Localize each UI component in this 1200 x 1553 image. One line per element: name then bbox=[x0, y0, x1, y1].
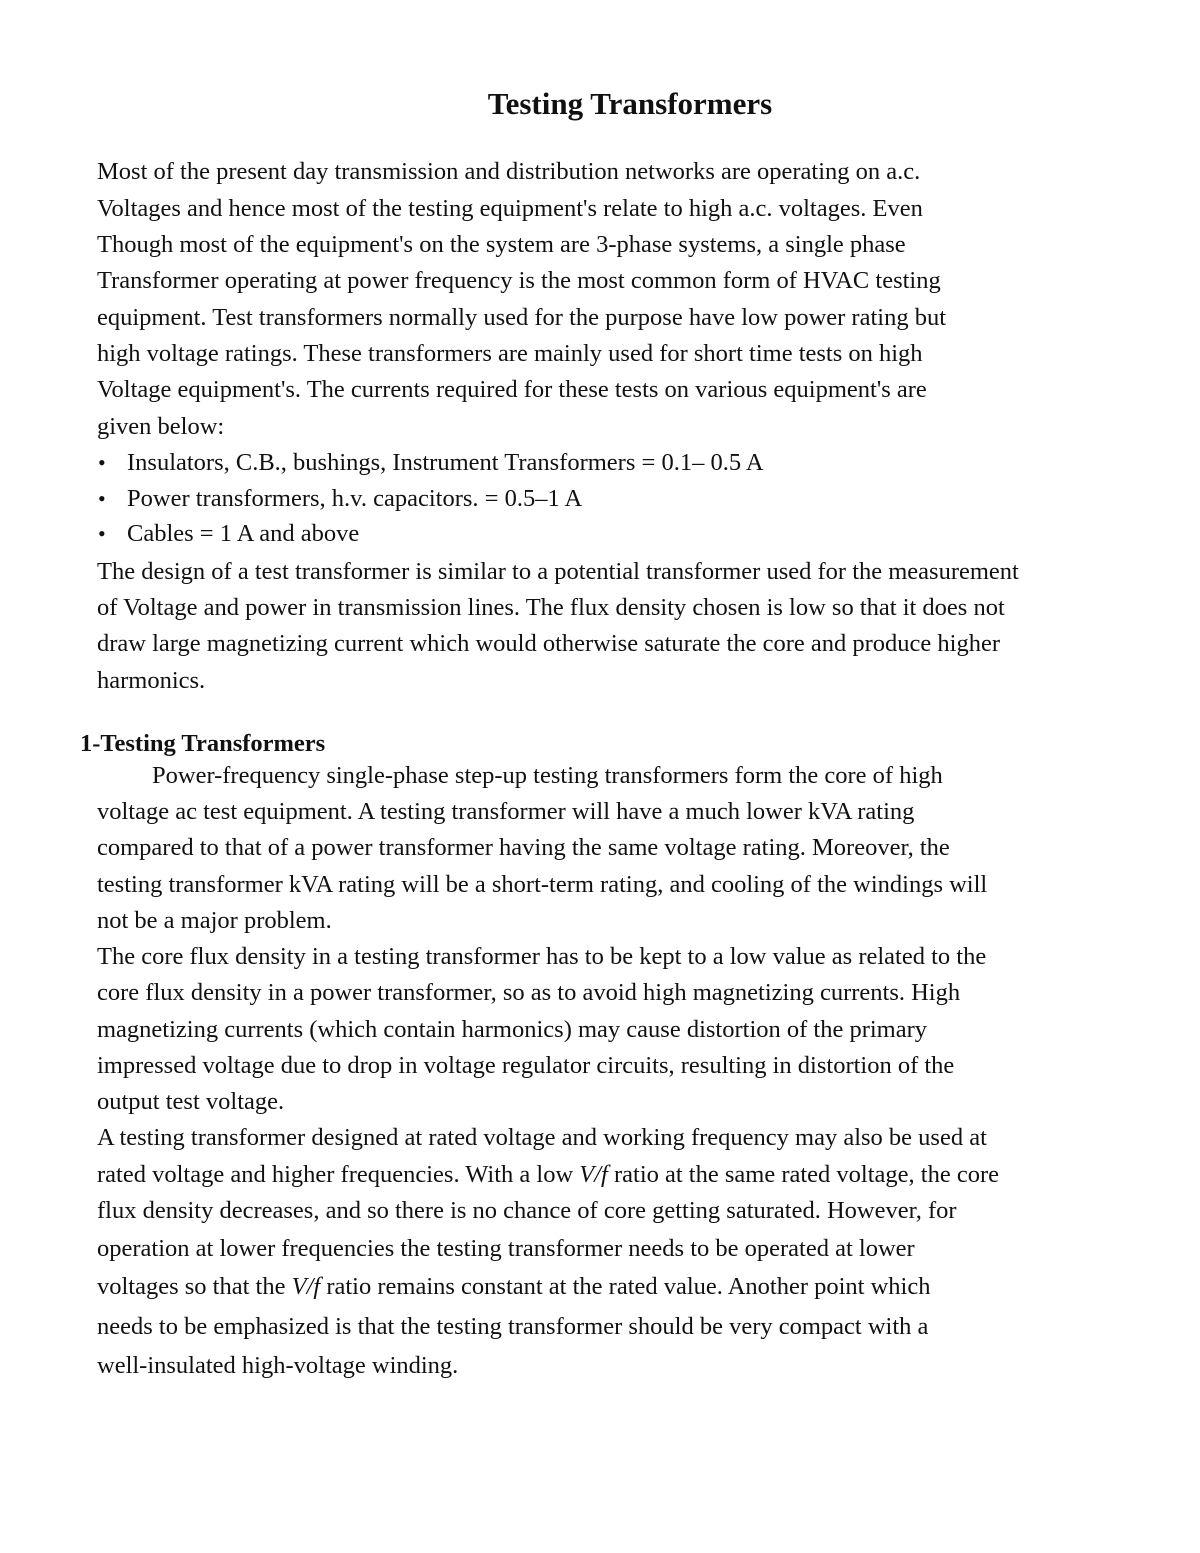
vf-ratio-term: V/f bbox=[579, 1161, 608, 1188]
section-line-vf bbox=[97, 1159, 999, 1191]
bullet-item: Insulators, C.B., bushings, Instrument Transformers = 0.1– 0.5 A bbox=[127, 449, 764, 476]
bullet-marker: • bbox=[98, 450, 106, 475]
section-line: voltage ac test equipment. A testing transformer will have a much lower kVA rating bbox=[97, 798, 915, 825]
intro-line: Voltage equipment's. The currents required for these tests on various equipment's are bbox=[97, 376, 927, 403]
bullet-marker: • bbox=[98, 521, 106, 546]
intro-line: Most of the present day transmission and distribution networks are operating on a.c. bbox=[97, 158, 921, 185]
text-run: voltages so that the bbox=[97, 1273, 292, 1300]
section-line: The core flux density in a testing transformer has to be kept to a low value as related to the bbox=[97, 943, 987, 970]
bullet-item: Cables = 1 A and above bbox=[127, 520, 360, 547]
section-line: magnetizing currents (which contain harmonics) may cause distortion of the primary bbox=[97, 1016, 928, 1043]
section-line: output test voltage. bbox=[97, 1088, 285, 1115]
intro-line: Though most of the equipment's on the system are 3-phase systems, a single phase bbox=[97, 231, 906, 258]
intro-line: Voltages and hence most of the testing equipment's relate to high a.c. voltages. Even bbox=[97, 195, 923, 222]
design-line: The design of a test transformer is similar to a potential transformer used for the measurement bbox=[97, 558, 1019, 585]
intro-line: Transformer operating at power frequency is the most common form of HVAC testing bbox=[97, 267, 941, 294]
intro-line: given below: bbox=[97, 413, 225, 440]
text-run: rated voltage and higher frequencies. With a low bbox=[97, 1161, 580, 1188]
text-run: ratio remains constant at the rated value. Another point which bbox=[320, 1273, 931, 1300]
intro-line: high voltage ratings. These transformers are mainly used for short time tests on high bbox=[97, 340, 923, 367]
section-line: flux density decreases, and so there is no chance of core getting saturated. However, for bbox=[97, 1197, 957, 1224]
vf-ratio-term: V/f bbox=[291, 1273, 321, 1300]
section-line: operation at lower frequencies the testing transformer needs to be operated at lower bbox=[97, 1235, 915, 1262]
text-run: ratio at the same rated voltage, the core bbox=[607, 1161, 999, 1188]
bullet-marker: • bbox=[98, 486, 106, 511]
section-line: core flux density in a power transformer, so as to avoid high magnetizing currents. High bbox=[97, 979, 961, 1006]
section-line: A testing transformer designed at rated voltage and working frequency may also be used at bbox=[97, 1124, 987, 1151]
section-line: testing transformer kVA rating will be a short-term rating, and cooling of the windings will bbox=[97, 871, 988, 898]
document-title: Testing Transformers bbox=[487, 86, 773, 121]
section-line: not be a major problem. bbox=[97, 907, 332, 934]
section-line: Power-frequency single-phase step-up testing transformers form the core of high bbox=[152, 762, 943, 789]
section-line: impressed voltage due to drop in voltage regulator circuits, resulting in distortion of the bbox=[97, 1052, 955, 1079]
section-line: needs to be emphasized is that the testing transformer should be very compact with a bbox=[97, 1313, 929, 1340]
section-heading: 1-Testing Transformers bbox=[80, 730, 326, 757]
design-line: draw large magnetizing current which would otherwise saturate the core and produce higher bbox=[97, 630, 1000, 657]
bullet-item: Power transformers, h.v. capacitors. = 0.5–1 A bbox=[127, 485, 583, 512]
section-line-vf bbox=[97, 1271, 930, 1303]
intro-line: equipment. Test transformers normally used for the purpose have low power rating but bbox=[97, 304, 946, 331]
design-line: harmonics. bbox=[97, 667, 206, 694]
design-line: of Voltage and power in transmission lines. The flux density chosen is low so that it does not bbox=[97, 594, 1005, 621]
section-line: compared to that of a power transformer having the same voltage rating. Moreover, the bbox=[97, 834, 950, 861]
section-line: well-insulated high-voltage winding. bbox=[97, 1352, 459, 1379]
